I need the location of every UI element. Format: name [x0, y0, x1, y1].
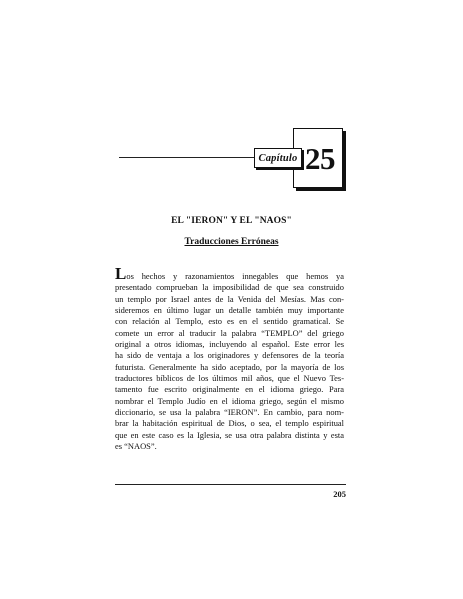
body-line: brar la habitación espiritual de Dios, o sea, el templo espiritual [115, 418, 344, 429]
chapter-label-box [254, 148, 302, 168]
body-line: futurista. Generalmente ha sido aceptado, por la mayoría de los [115, 361, 344, 372]
body-line: que en este caso es la Iglesia, se usa otra palabra distinta y esta [115, 429, 344, 440]
body-line: presentado comprueban la imposibilidad de que sea construido [115, 282, 344, 293]
body-line: original a otros idiomas, incluyendo al español. Este error les [115, 339, 344, 350]
body-paragraph [115, 268, 344, 453]
chapter-header-rule [119, 157, 259, 158]
body-line: diccionario, se usa la palabra “IERON”. En cambio, para nom- [115, 407, 344, 418]
chapter-label: Capítulo [258, 152, 298, 164]
body-line: tamento fue escrito originalmente en el idioma griego. Para [115, 384, 344, 395]
chapter-number: 25 [305, 141, 335, 176]
section-subtitle: Traducciones Erróneas [184, 237, 279, 247]
body-line: con relación al Templo, esto es en el sentido gramatical. Se [115, 316, 344, 327]
chapter-title: EL "IERON" Y EL "NAOS" [171, 216, 292, 226]
body-line: sideremos en último lugar un detalle también muy importante [115, 305, 344, 316]
body-line: un templo por Israel antes de la Venida del Mesías. Mas con- [115, 293, 344, 304]
body-line: nombrar el Templo Judío en el idioma griego, según el mismo [115, 395, 344, 406]
body-line: traductores bíblicos de los últimos mil años, que el Nuevo Tes- [115, 373, 344, 384]
page-number: 205 [333, 489, 346, 499]
body-line-text: os hechos y razonamientos innegables que hemos ya [126, 271, 344, 281]
body-line: es “NAOS”. [115, 441, 157, 452]
body-line [115, 268, 344, 282]
footer-rule [115, 484, 346, 485]
body-line: ha sido de ventaja a los originadores y defensores de la teoría [115, 350, 344, 361]
drop-cap: L [115, 268, 127, 283]
body-line: comete un error al traducir la palabra “TEMPLO” del griego [115, 327, 344, 338]
